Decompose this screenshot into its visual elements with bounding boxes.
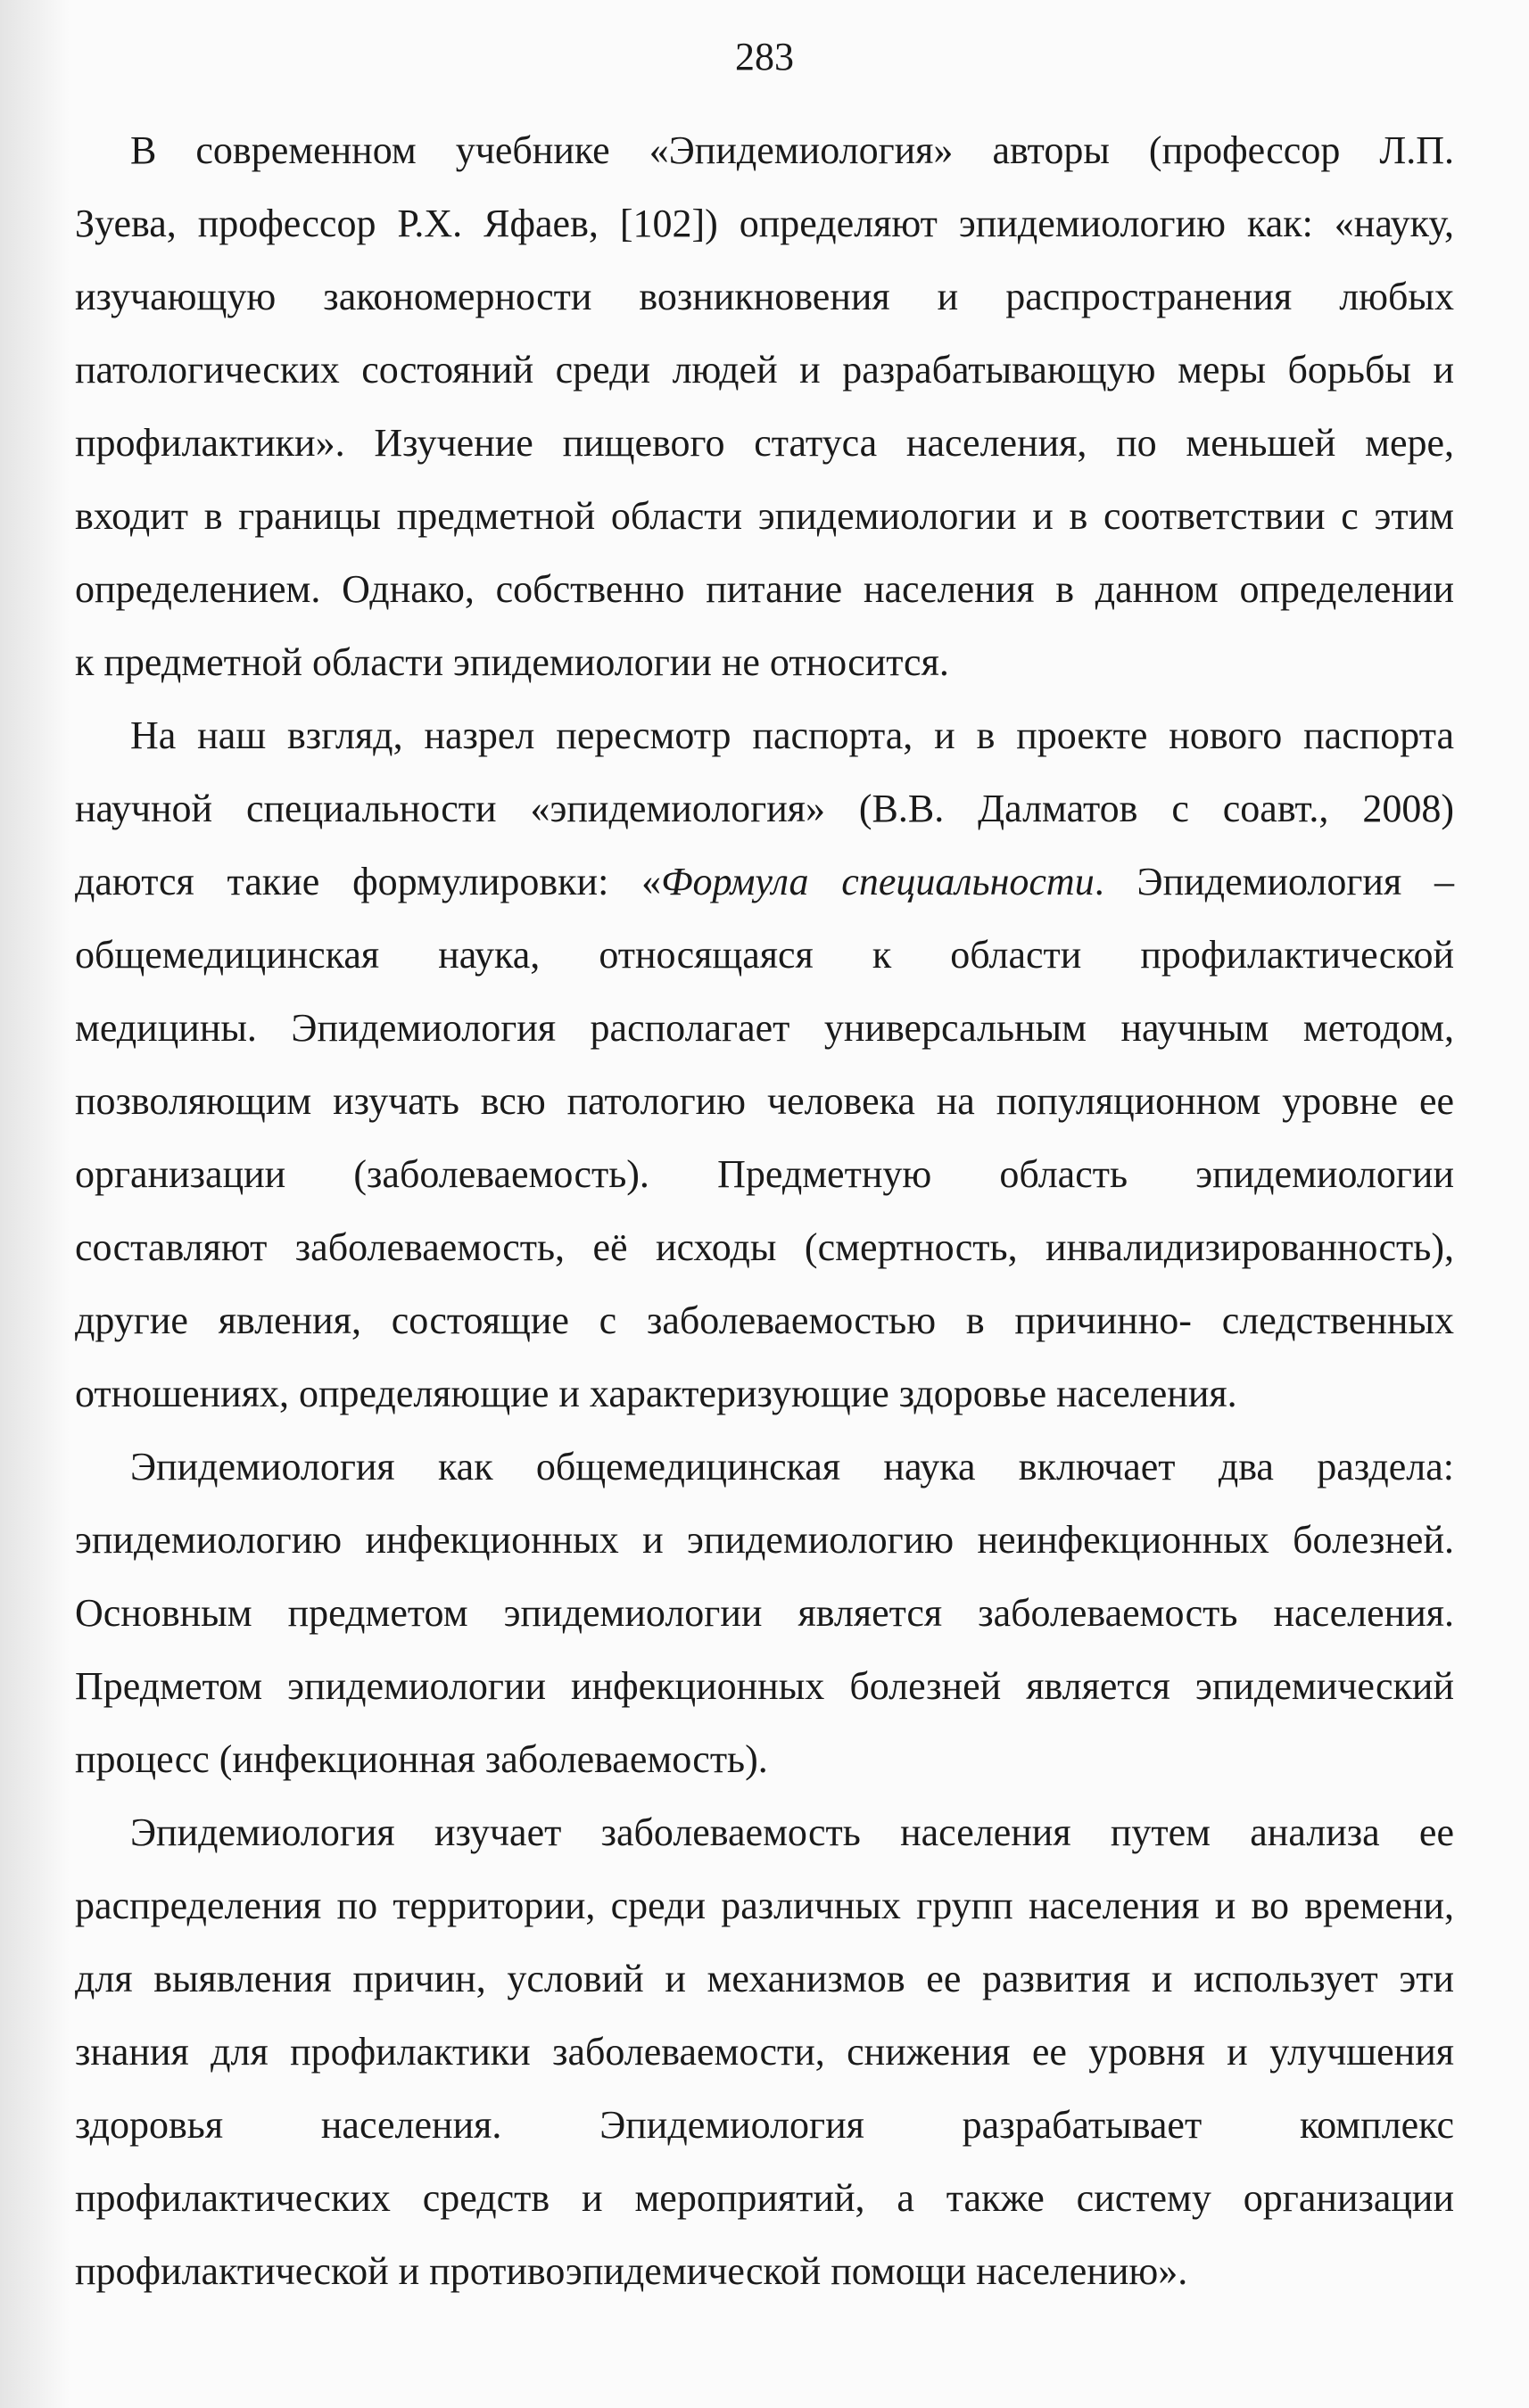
text-line: эпидемиологию инфекционных и эпидемиологию неинфекционных болезней. xyxy=(75,1518,1454,1562)
text-line: На наш взгляд, назрел пересмотр паспорта, и в проекте нового паспорта xyxy=(130,713,1454,757)
text-line: медицины. Эпидемиология располагает универсальным научным методом, xyxy=(75,1006,1454,1050)
text-run: . Эпидемиология – xyxy=(1094,860,1455,903)
text-line: для выявления причин, условий и механизмов ее развития и использует эти xyxy=(75,1957,1454,2000)
italic-term: Формула специальности xyxy=(661,860,1095,903)
text-line: входит в границы предметной области эпидемиологии и в соответствии с этим xyxy=(75,494,1454,538)
paragraph-1 xyxy=(75,114,1454,699)
text-line: здоровья населения. Эпидемиология разрабатывает комплекс xyxy=(75,2103,1454,2147)
paragraph-4 xyxy=(75,1796,1454,2308)
text-line: Зуева, профессор Р.Х. Яфаев, [102]) определяют эпидемиологию как: «науку, xyxy=(75,202,1454,245)
page-number: 283 xyxy=(735,35,794,78)
text-line: изучающую закономерности возникновения и распространения любых xyxy=(75,275,1454,318)
text-line: Эпидемиология как общемедицинская наука включает два раздела: xyxy=(130,1445,1454,1489)
text-line: профилактики». Изучение пищевого статуса населения, по меньшей мере, xyxy=(75,421,1454,465)
text-line: составляют заболеваемость, её исходы (смертность, инвалидизированность), xyxy=(75,1225,1454,1269)
text-run: даются такие формулировки: « xyxy=(75,860,662,903)
text-line: профилактических средств и мероприятий, а также систему организации xyxy=(75,2176,1454,2220)
text-line: другие явления, состоящие с заболеваемостью в причинно- следственных xyxy=(75,1299,1454,1342)
text-line: научной специальности «эпидемиология» (В.В. Далматов с соавт., 2008) xyxy=(75,787,1454,830)
text-line: Эпидемиология изучает заболеваемость населения путем анализа ее xyxy=(130,1810,1454,1854)
text-line: позволяющим изучать всю патологию человека на популяционном уровне ее xyxy=(75,1079,1454,1123)
text-line: определением. Однако, собственно питание населения в данном определении xyxy=(75,567,1454,611)
text-line: процесс (инфекционная заболеваемость). xyxy=(75,1737,768,1781)
text-line: патологических состояний среди людей и разрабатывающую меры борьбы и xyxy=(75,348,1454,392)
scan-shadow-edge xyxy=(0,0,70,2408)
text-line: отношениях, определяющие и характеризующие здоровье населения. xyxy=(75,1372,1237,1415)
text-line: общемедицинская наука, относящаяся к области профилактической xyxy=(75,933,1454,977)
text-line: распределения по территории, среди различных групп населения и во времени, xyxy=(75,1884,1454,1927)
text-line: к предметной области эпидемиологии не относится. xyxy=(75,640,949,684)
paragraph-2 xyxy=(75,699,1454,1431)
text-line: профилактической и противоэпидемической помощи населению». xyxy=(75,2249,1188,2293)
paragraph-3 xyxy=(75,1431,1454,1796)
text-line: Основным предметом эпидемиологии является заболеваемость населения. xyxy=(75,1591,1454,1635)
body-text xyxy=(75,114,1454,2308)
text-line-with-italic xyxy=(75,845,1454,919)
text-line: В современном учебнике «Эпидемиология» авторы (профессор Л.П. xyxy=(130,128,1454,172)
text-line: знания для профилактики заболеваемости, снижения ее уровня и улучшения xyxy=(75,2030,1454,2074)
text-line: Предметом эпидемиологии инфекционных болезней является эпидемический xyxy=(75,1664,1454,1708)
text-line: организации (заболеваемость). Предметную область эпидемиологии xyxy=(75,1152,1454,1196)
